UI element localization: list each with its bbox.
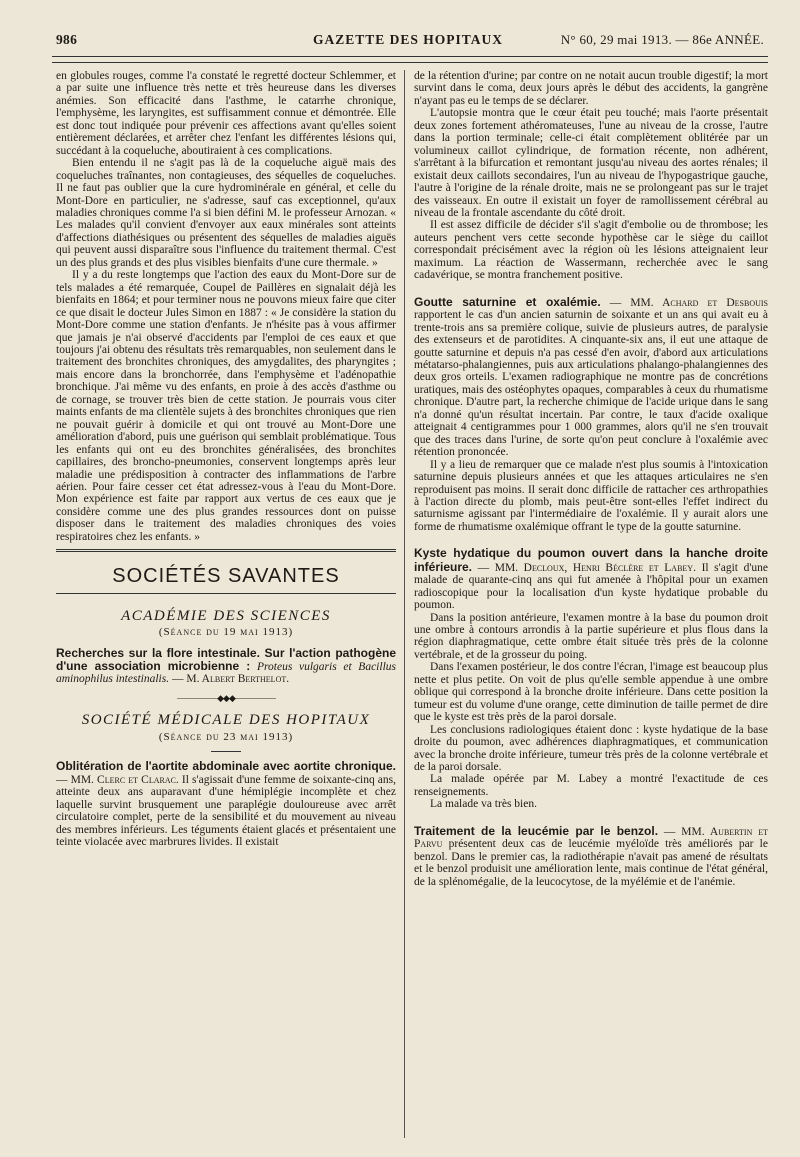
article-author: — M. Albert Berthelot. bbox=[171, 673, 290, 686]
article-kyste bbox=[414, 547, 768, 611]
header-rule bbox=[52, 56, 768, 57]
article-title: Oblitération de l'aortite abdominale avec aortite chronique. bbox=[56, 759, 396, 774]
article-title: Recherches sur la flore intestinale. Sur l'action pathogène d'une association microbienne : bbox=[56, 645, 396, 674]
article-text: rapportent le cas d'un ancien saturnin de soixante et un ans qui avait eu à trente-trois ans sa première colique, suivie de plusieurs autres, de paralysie des extenseurs et de parotidites. A cinquante-six ans, il eut une attaque de goutte saturnine et depuis n'a pas cessé d'en avoir, d'abord aux articulations métatarso-phalangiennes, puis aux articulations phalango-phalangiennes des deux gros orteils. L'examen radiographique ne montre pas de concrétions uratiques, mais des ostéophytes opaques, comparables à ceux du rhumatisme chronique. D'autre part, la recherche chimique de l'acide urique dans le sang n'a donné qu'un résultat incertain. Par contre, le taux d'acide oxalique atteignait 4 centigrammes pour 1 000 grammes, alors qu'il ne s'en trouvait que des traces dans l'urine, de sorte qu'on peut conclure à l'oxalémie avec rétention prononcée. bbox=[414, 309, 768, 459]
article-recherches bbox=[56, 647, 396, 686]
paragraph: Il y a lieu de remarquer que ce malade n'est plus soumis à l'intoxication saturnine depuis plusieurs années et que les attaques articulaires ne s'en reproduisent pas moins. Il serait donc difficile de rattacher ces arthropathies à l'action directe du plomb, mais peut-être sont-elles l'effet indirect du saturnisme agissant par l'intermédiaire de l'oxalémie. Il y aurait alors une forme de rhumatisme oxalémique offrant le type de la goutte saturnine. bbox=[414, 458, 768, 533]
article-authors: — MM. Clerc et Clarac. bbox=[56, 773, 179, 786]
session-date: (Séance du 19 mai 1913) bbox=[158, 626, 294, 639]
issue-info: N° 60, 29 mai 1913. — 86e ANNÉE. bbox=[560, 32, 764, 47]
paragraph: en globules rouges, comme l'a constaté le regretté docteur Schlemmer, et a par suite une influence très nette et très heureuse dans les diverses anémies. Son efficacité dans l'asthme, le catarrhe chronique, l'emphysème, les laryngites, est suffisamment connue et démontrée. Elle est donc tout indiquée pour prévenir ces affections avant qu'elles soient entièrement déclarées, et arrêter chez l'enfant les différentes lésions qui, succédant à la coqueluche, aboutiraient à ces complications. bbox=[56, 70, 396, 157]
article-authors: — MM. Aubertin et Parvu bbox=[414, 825, 769, 851]
article-text: présentent deux cas de leucémie myéloïde très améliorés par le benzol. Dans le premier cas, la radiothérapie n'avait pas amené de résultats et le benzol produisit une amélioration lente, mais continue de l'état général, de la splénomégalie, de la leucocytose, de la myélémie et de l'anémie. bbox=[414, 838, 768, 888]
article-text: Il s'agit d'une malade de quarante-cinq ans qui fut amenée à l'hôpital pour un examen radioscopique pour la localisation d'un kyste hydatique probable du poumon. bbox=[414, 561, 768, 612]
section-rule bbox=[56, 549, 396, 552]
section-title-rule bbox=[56, 593, 396, 594]
article-authors: — MM. Decloux, Henri Béclère et Labey. bbox=[472, 561, 696, 574]
article-oblitération bbox=[56, 760, 396, 848]
paragraph: La malade va très bien. bbox=[430, 798, 537, 811]
paragraph: Dans l'examen postérieur, le dos contre l'écran, l'image est beaucoup plus nette et plus petite. On voit de plus qu'elle semble appendue à une ombre oblique qui correspond à la bronche droite inférieure. Dans cette position la tumeur est du volume d'une orange, cette diminution de taille permet de dire que le kyste est très près de la paroi dorsale. bbox=[414, 661, 768, 724]
paragraph: Les conclusions radiologiques étaient donc : kyste hydatique de la base droite du poumon, avec adhérences diaphragmatiques, et communication avec la bronche droite inférieure, tumeur très près de la colonne vertébrale et de la paroi dorsale. bbox=[414, 723, 768, 774]
page-number: 986 bbox=[56, 32, 78, 47]
page-header bbox=[52, 28, 764, 52]
journal-title: GAZETTE DES HOPITAUX bbox=[312, 32, 504, 47]
article-leucemie bbox=[414, 825, 768, 888]
academy-heading: ACADÉMIE DES SCIENCES bbox=[121, 607, 331, 624]
right-column bbox=[414, 70, 768, 888]
paragraph: La malade opérée par M. Labey a montré l'exactitude de ces renseignements. bbox=[414, 773, 768, 798]
article-text: Il s'agissait d'une femme de soixante-cinq ans, atteinte deux ans auparavant d'une hémiplégie incomplète et chez laquelle survint brusquement une paraplégie douloureuse avec arrêt circulatoire complet, perte de la sensibilité et du mouvement au niveau des membres inférieurs. Les téguments étaient glacés et présentaient une teinte violacée avec marbrures livides. Il existait bbox=[56, 773, 397, 849]
article-title: Kyste hydatique du poumon ouvert dans la hanche droite inférieure. bbox=[414, 546, 768, 574]
header-rule-2 bbox=[52, 62, 768, 63]
paragraph: Il est assez difficile de décider s'il s'agit d'embolie ou de thrombose; les auteurs penchent vers cette seconde hypothèse car le siège du caillot correspondait précisément avec la région où les lésions atteignaient leur maximum. La réaction de Wassermann, recherchée avec le sang cadavérique, se montra franchement positive. bbox=[414, 219, 768, 282]
short-rule bbox=[211, 751, 241, 752]
paragraph: Dans la position antérieure, l'examen montre à la base du poumon droit une ombre à contours arrondis à la partie supérieure et plus flous dans la région diaphragmatique, cette ombre était située très près de la colonne vertébrale, et de la grosseur du poing. bbox=[414, 611, 768, 661]
society-heading: SOCIÉTÉ MÉDICALE DES HOPITAUX bbox=[81, 712, 371, 729]
section-title: SOCIÉTÉS SAVANTES bbox=[112, 565, 340, 588]
column-divider bbox=[404, 70, 405, 1138]
paragraph: de la rétention d'urine; par contre on ne notait aucun trouble digestif; la mort survint dans le coma, deux jours après le début des accidents, la gangrène n'ayant pas eu le temps de se déclarer. bbox=[414, 70, 768, 107]
ornament-divider: —————◆◆◆————— bbox=[177, 692, 275, 703]
article-title: Traitement de la leucémie par le benzol. bbox=[414, 823, 659, 838]
paragraph: Bien entendu il ne s'agit pas là de la coqueluche aiguë mais des coqueluches traînantes, non contagieuses, des séquelles de coqueluches. Il ne faut pas oublier que la cure hydrominérale en général, et celle du Mont-Dore en particulier, ne s'adresse, sauf cas exceptionnel, qu'aux maladies chroniques comme l'a si bien défini M. le professeur Arnozan. « Les malades qu'il convient d'envoyer aux eaux minérales sont atteints d'affections diathésiques ou présentent des séquelles de maladies aiguës qui peuvent aussi disparaître sous l'influence du traitement thermal. C'est un des plus grands et des plus visibles bienfaits d'une cure thermale. » bbox=[56, 157, 396, 269]
article-goutte bbox=[414, 296, 768, 459]
left-column bbox=[56, 70, 396, 848]
paragraph: Il y a du reste longtemps que l'action des eaux du Mont-Dore sur de tels malades a été remarquée, Coupel de Paillères en signalait déjà les bienfaits en 1864; et pour terminer nous ne pouvons mieux faire que citer ce que disait le docteur Jules Simon en 1887 : « Je considère la station du Mont-Dore comme une station d'enfants. Je n'hésite pas à vous affirmer que jamais je n'ai observé d'accidents par l'emploi de ces eaux et que toujours j'ai obtenu des résultats très remarquables, non seulement dans le traitement des bronchites chroniques, des amygdalites, des pharyngites ; mais encore dans la bronchorrée, dans l'emphysème et l'adénopathie bronchique. J'ai même vu des enfants, en proie à des accès d'asthme ou de cornage, se trouver très bien de cette station. Je pourrais vous citer maints enfants de ma clientèle sujets à des bronchites chroniques que rien ne pouvait guérir à domicile et qui ont trouvé au Mont-Dore une amélioration d'abord, puis une guérison qui semblait problématique. Tous les enfants qui ont eu des bronchites généralisées, des bronchites capillaires, des broncho-pneumonies, conservent longtemps après leur maladie une prédisposition à contracter des inflammations de l'arbre aérien. Pour faire cesser cet état adressez-vous à l'eau du Mont-Dore. Mon expérience est faite par rapport aux vertus de ces eaux que je considère comme une des plus grandes ressources dont on puisse disposer dans le traitement des maladies chroniques des voies respiratoires chez les enfants. » bbox=[56, 269, 396, 543]
article-title: Goutte saturnine et oxalémie. bbox=[414, 294, 601, 309]
article-species: Proteus vulgaris et Bacillus aminophilus intestinalis. bbox=[56, 661, 396, 686]
session-date: (Séance du 23 mai 1913) bbox=[158, 730, 294, 743]
paragraph: L'autopsie montra que le cœur était peu touché; mais l'aorte présentait deux zones fortement athéromateuses, l'une au niveau de la crosse, l'autre dans la portion terminale; celle-ci était complètement oblitérée par un volumineux caillot cylindrique, de formation récente, non adhérent, s'arrêtant à la bifurcation et remontant jusqu'au niveau des aortes rénales; il existait deux caillots secondaires, l'un au niveau de l'hypogastrique gauche, l'autre à l'origine de la rénale droite, mais ne se prolongeant pas sur le trajet des vaisseaux. En outre il existait un foyer de ramollissement cérébral au niveau de la frontale ascendante du côté droit. bbox=[414, 107, 768, 219]
article-authors: — MM. Achard et Desbouis bbox=[600, 296, 769, 309]
